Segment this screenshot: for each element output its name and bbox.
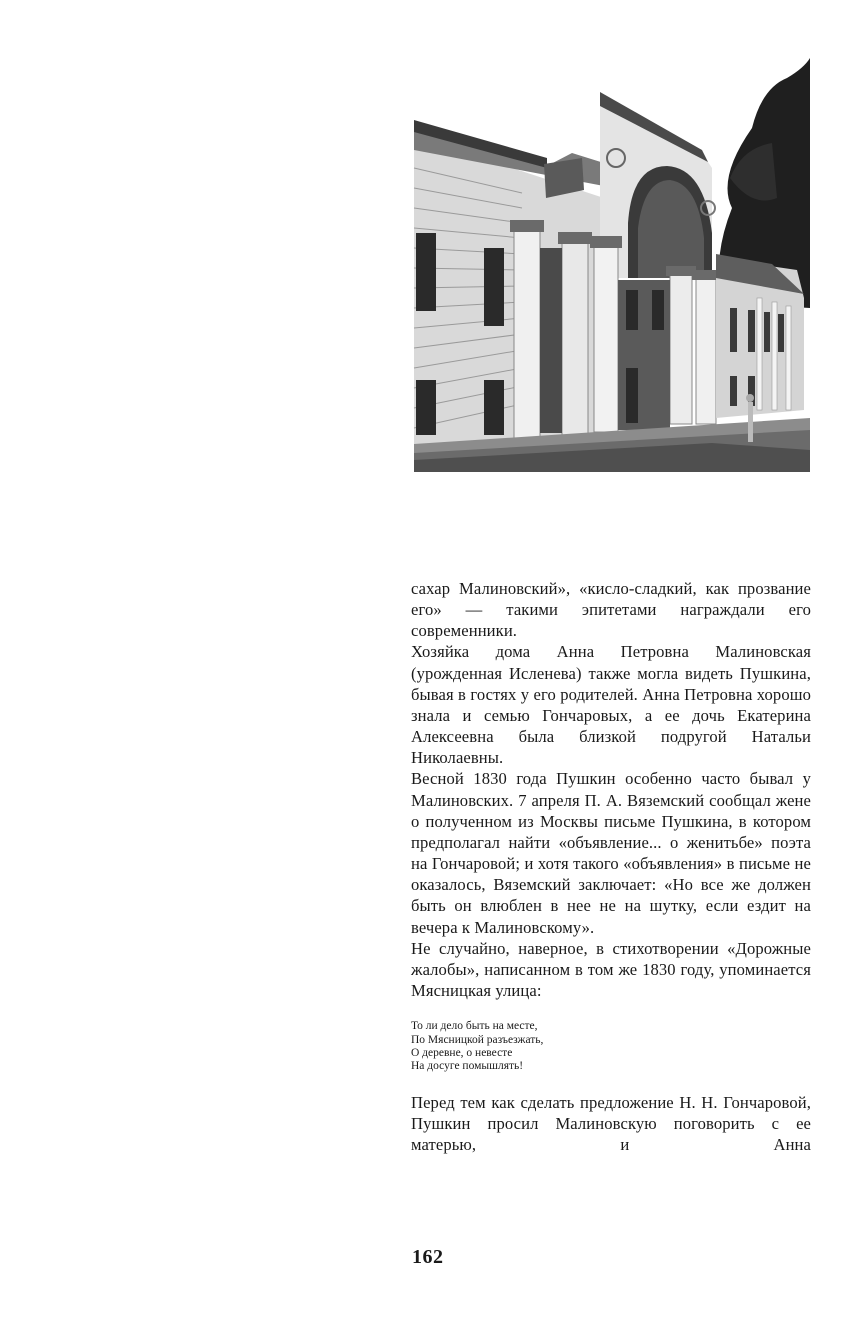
verse-line: О деревне, о невесте <box>411 1046 513 1059</box>
paragraph-5: Перед тем как сделать предложение Н. Н. Гончаровой, Пушкин просил Малиновскую поговорить с ее матерью, и Анна <box>411 1092 811 1155</box>
paragraph-2: Хозяйка дома Анна Петровна Малиновская (урожденная Исленева) также могла видеть Пушкина, бывая в гостях у его родителей. Анна Петровна хорошо знала и семью Гончаровых, а ее дочь Екатерина Алексеевна была близкой подругой Натальи Николаевны. <box>411 642 811 768</box>
mansion-facade-image <box>412 58 810 472</box>
verse-quote <box>411 1020 811 1074</box>
body-text <box>411 578 811 1155</box>
paragraph-1: сахар Малиновский», «кисло-сладкий, как прозвание его» — такими эпитетами награждали его современники. <box>411 579 811 641</box>
verse-line: На досуге помышлять! <box>411 1060 524 1073</box>
verse-line: По Мясницкой разъезжать, <box>411 1033 544 1046</box>
verse-line: То ли дело быть на месте, <box>411 1020 538 1033</box>
paragraph-3: Весной 1830 года Пушкин особенно часто бывал у Малиновских. 7 апреля П. А. Вяземский сообщал жене о полученном из Москвы письме Пушкина, в котором предполагал найти «объявление... о женитьбе» поэта на Гончаровой; и хотя такого «объявления» в письме не оказалось, Вяземский заключает: «Но все же должен быть он влюблен в нее не на шутку, если ездит на вечера к Малиновскому». <box>411 769 811 937</box>
paragraph-4: Не случайно, наверное, в стихотворении «Дорожные жалобы», написанном в том же 1830 году, упоминается Мясницкая улица: <box>411 938 811 1000</box>
building-photograph <box>412 58 810 472</box>
page-number: 162 <box>412 1246 444 1268</box>
